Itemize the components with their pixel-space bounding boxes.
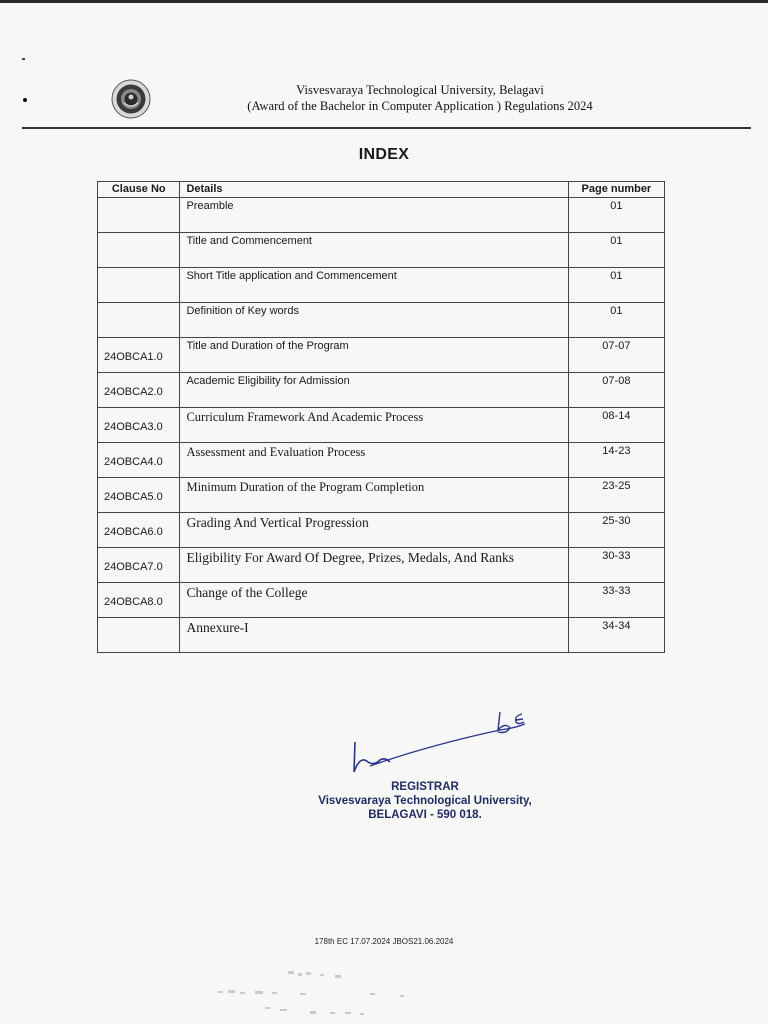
column-header-details: Details — [180, 182, 568, 198]
details-cell: Curriculum Framework And Academic Process — [180, 408, 568, 443]
scan-mark — [22, 58, 25, 60]
table-row — [98, 373, 665, 408]
table-body — [98, 198, 665, 653]
registrar-address: BELAGAVI - 590 018. — [368, 809, 482, 821]
details-cell: Academic Eligibility for Admission — [180, 373, 568, 408]
page-number-cell: 23-25 — [568, 478, 664, 513]
index-table — [97, 181, 665, 653]
page-number-cell: 08-14 — [568, 408, 664, 443]
page-number-cell: 01 — [568, 303, 664, 338]
university-seal-icon — [111, 79, 151, 119]
page-number-cell: 34-34 — [568, 618, 664, 653]
top-edge — [0, 0, 768, 3]
document-header — [185, 82, 655, 114]
clause-cell: 24OBCA1.0 — [98, 338, 180, 373]
table-row — [98, 583, 665, 618]
header-line-1: Visvesvaraya Technological University, Belagavi — [296, 83, 544, 97]
details-cell: Preamble — [180, 198, 568, 233]
column-header-page: Page number — [568, 182, 664, 198]
table-header-row — [98, 182, 665, 198]
registrar-title: REGISTRAR — [391, 781, 459, 793]
clause-cell: 24OBCA2.0 — [98, 373, 180, 408]
header-line-2: (Award of the Bachelor in Computer Application ) Regulations 2024 — [247, 99, 593, 113]
registrar-stamp — [300, 780, 550, 822]
page-number-cell: 14-23 — [568, 443, 664, 478]
page-number-cell: 25-30 — [568, 513, 664, 548]
registrar-signature — [340, 700, 570, 780]
table-row — [98, 233, 665, 268]
details-cell: Title and Duration of the Program — [180, 338, 568, 373]
table-row — [98, 408, 665, 443]
table-row — [98, 443, 665, 478]
page-number-cell: 01 — [568, 233, 664, 268]
clause-cell — [98, 303, 180, 338]
table-row — [98, 478, 665, 513]
registrar-university: Visvesvaraya Technological University, — [318, 795, 532, 807]
table-row — [98, 548, 665, 583]
table-row — [98, 198, 665, 233]
clause-cell — [98, 268, 180, 303]
table-row — [98, 618, 665, 653]
clause-cell: 24OBCA3.0 — [98, 408, 180, 443]
scan-mark — [23, 98, 27, 102]
clause-cell: 24OBCA5.0 — [98, 478, 180, 513]
clause-cell — [98, 618, 180, 653]
page-number-cell: 30-33 — [568, 548, 664, 583]
page-number-cell: 07-08 — [568, 373, 664, 408]
table-row — [98, 513, 665, 548]
page-number-cell: 01 — [568, 268, 664, 303]
details-cell: Minimum Duration of the Program Completion — [180, 478, 568, 513]
clause-cell: 24OBCA4.0 — [98, 443, 180, 478]
details-cell: Assessment and Evaluation Process — [180, 443, 568, 478]
page-number-cell: 07-07 — [568, 338, 664, 373]
details-cell: Grading And Vertical Progression — [180, 513, 568, 548]
clause-cell — [98, 233, 180, 268]
details-cell: Annexure-I — [180, 618, 568, 653]
table-row — [98, 303, 665, 338]
page-number-cell: 01 — [568, 198, 664, 233]
details-cell: Definition of Key words — [180, 303, 568, 338]
column-header-clause: Clause No — [98, 182, 180, 198]
details-cell: Short Title application and Commencement — [180, 268, 568, 303]
page-title: INDEX — [358, 146, 410, 163]
footer-reference: 178th EC 17.07.2024 JBOS21.06.2024 — [314, 937, 454, 946]
page-number-cell: 33-33 — [568, 583, 664, 618]
table-row — [98, 268, 665, 303]
details-cell: Title and Commencement — [180, 233, 568, 268]
clause-cell — [98, 198, 180, 233]
faded-seal-stamp — [210, 965, 440, 1020]
table-row — [98, 338, 665, 373]
clause-cell: 24OBCA7.0 — [98, 548, 180, 583]
clause-cell: 24OBCA8.0 — [98, 583, 180, 618]
clause-cell: 24OBCA6.0 — [98, 513, 180, 548]
header-rule — [22, 127, 751, 129]
details-cell: Eligibility For Award Of Degree, Prizes, Medals, And Ranks — [180, 548, 568, 583]
details-cell: Change of the College — [180, 583, 568, 618]
